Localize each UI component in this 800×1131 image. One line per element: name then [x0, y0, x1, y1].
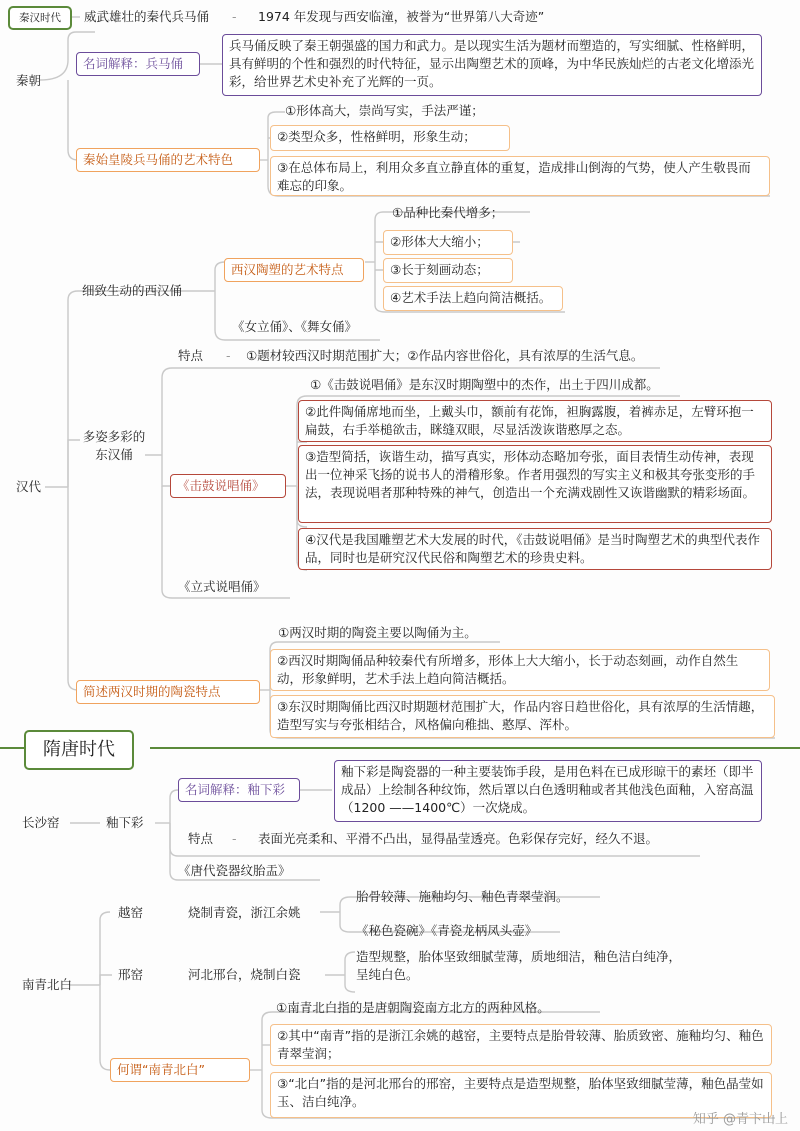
standing-storyteller-work: 《立式说唱俑》 [178, 579, 266, 594]
yue-works: 《秘色瓷碗》《青瓷龙柄凤头壶》 [356, 923, 538, 938]
changsha-kiln: 长沙窑 [22, 815, 60, 830]
underglaze-trait-label: 特点 [188, 831, 214, 846]
qin-top-fact: 1974 年发现与西安临潼，被誉为“世界第八大奇迹” [258, 9, 545, 24]
eastern-trait: ①题材较西汉时期范围扩大；②作品内容世俗化，具有浓厚的生活气息。 [246, 348, 644, 363]
yue-desc: 烧制青瓷，浙江余姚 [188, 905, 301, 920]
xing-kiln: 邢窑 [118, 967, 144, 982]
eastern-dash: - [226, 348, 231, 363]
han-ceramics-label: 简述两汉时期的陶瓷特点 [76, 680, 260, 704]
drummer-point-1: ①《击鼓说唱俑》是东汉时期陶塑中的杰作，出土于四川成都。 [310, 377, 659, 392]
underglaze-label: 釉下彩 [106, 815, 144, 830]
qin-feature-2: ②类型众多，性格鲜明，形象生动； [270, 125, 510, 151]
western-feature-2: ②形体大大缩小； [383, 230, 513, 255]
yue-kiln: 越窑 [118, 905, 144, 920]
nqbb-point-3: ③“北白”指的是河北邢台的邢窑，主要特点是造型规整，胎体坚致细腻莹薄，釉色晶莹如玉、洁白纯净。 [270, 1072, 772, 1118]
era-tag-qin-han: 秦汉时代 [8, 6, 72, 30]
qin-features-label: 秦始皇陵兵马俑的艺术特色 [76, 148, 260, 172]
xing-desc: 河北邢台，烧制白瓷 [188, 967, 301, 982]
han-ceramics-point-1: ①两汉时期的陶瓷主要以陶俑为主。 [278, 625, 477, 640]
underglaze-dash: - [232, 831, 237, 846]
western-feature-1: ①品种比秦代增多； [392, 205, 504, 220]
western-feature-3: ③长于刻画动态； [383, 258, 513, 283]
western-han-features-label: 西汉陶塑的艺术特点 [224, 258, 364, 282]
drummer-point-3: ③造型简括，诙谐生动，描写真实，形体动态略加夸张，面目表情生动传神，表现出一位神采飞扬的说书人的滑稽形象。作者用强烈的写实主义和极其夸张变形的手法，表现说唱者那种特殊的神气，创造出一个充满戏剧性又诙谐幽默的精彩场面。 [298, 445, 772, 523]
era-tag-sui-tang: 隋唐时代 [24, 730, 134, 770]
eastern-han-title: 多姿多彩的东汉俑 [82, 429, 146, 462]
drummer-figurine-label: 《击鼓说唱俑》 [170, 474, 286, 498]
nqbb-meaning-label: 何谓“南青北白” [110, 1058, 250, 1082]
yue-trait: 胎骨较薄、施釉均匀、釉色青翠莹润。 [356, 889, 569, 904]
qin-feature-1: ①形体高大，崇尚写实，手法严谨； [285, 103, 484, 118]
nqbb-label: 南青北白 [22, 977, 73, 992]
qin-feature-3: ③在总体布局上，利用众多直立静直体的重复，造成排山倒海的气势，使人产生敬畏而难忘的印象。 [270, 156, 770, 196]
han-ceramics-point-2: ②西汉时期陶俑品种较秦代有所增多，形体上大大缩小，长于动态刻画，动作自然生动，形象鲜明，艺术手法上趋向简洁概括。 [270, 649, 770, 691]
watermark: 知乎 @青卞山上 [692, 1112, 788, 1127]
eastern-trait-label: 特点 [178, 348, 204, 363]
qin-top-title: 威武雄壮的秦代兵马俑 [84, 9, 210, 24]
drummer-point-4: ④汉代是我国雕塑艺术大发展的时代，《击鼓说唱俑》是当时陶塑艺术的典型代表作品，同时也是研究汉代民俗和陶塑艺术的珍贵史料。 [298, 528, 772, 570]
nqbb-point-2: ②其中“南青”指的是浙江余姚的越窑，主要特点是胎骨较薄、胎质致密、施釉均匀、釉色青翠莹润； [270, 1024, 772, 1066]
nqbb-point-1: ①南青北白指的是唐朝陶瓷南方北方的两种风格。 [276, 1000, 550, 1015]
western-han-title: 细致生动的西汉俑 [82, 283, 183, 298]
qin-dash: - [232, 9, 237, 24]
underglaze-trait: 表面光亮柔和、平滑不凸出，显得晶莹透亮。色彩保存完好，经久不退。 [258, 831, 659, 846]
term-label-terracotta: 名词解释：兵马俑 [76, 52, 200, 76]
term-text-terracotta: 兵马俑反映了秦王朝强盛的国力和武力。是以现实生活为题材而塑造的，写实细腻、性格鲜明，具有鲜明的个性和强烈的时代特征，显示出陶塑艺术的顶峰，为中华民族灿烂的古老文化增添光彩，给世界艺术史补充了光辉的一页。 [222, 34, 762, 96]
underglaze-work: 《唐代瓷器纹胎盂》 [178, 863, 291, 878]
western-feature-4: ④艺术手法上趋向简洁概括。 [383, 286, 563, 311]
term-label-underglaze: 名词解释：釉下彩 [178, 778, 300, 802]
dynasty-han: 汉代 [16, 479, 42, 494]
drummer-point-2: ②此件陶俑席地而坐，上戴头巾，额前有花饰，袒胸露腹，着裤赤足，左臂环抱一扁鼓，右手举槌欲击，眯缝双眼，尽显活泼诙谐憨厚之态。 [298, 400, 772, 442]
term-text-underglaze: 釉下彩是陶瓷器的一种主要装饰手段，是用色料在已成形晾干的素坯（即半成品）上绘制各种纹饰，然后罩以白色透明釉或者其他浅色面釉，入窑高温（1200 ——1400℃）一次烧成。 [334, 760, 762, 822]
dynasty-qin: 秦朝 [16, 73, 42, 88]
xing-trait: 造型规整，胎体坚致细腻莹薄，质地细洁，釉色洁白纯净，呈纯白色。 [356, 949, 682, 982]
han-ceramics-point-3: ③东汉时期陶俑比西汉时期题材范围扩大，作品内容日趋世俗化，具有浓厚的生活情趣，造型写实与夸张相结合，风格偏向稚拙、憨厚、浑朴。 [270, 695, 775, 738]
western-works: 《女立俑》、《舞女俑》 [232, 319, 358, 334]
